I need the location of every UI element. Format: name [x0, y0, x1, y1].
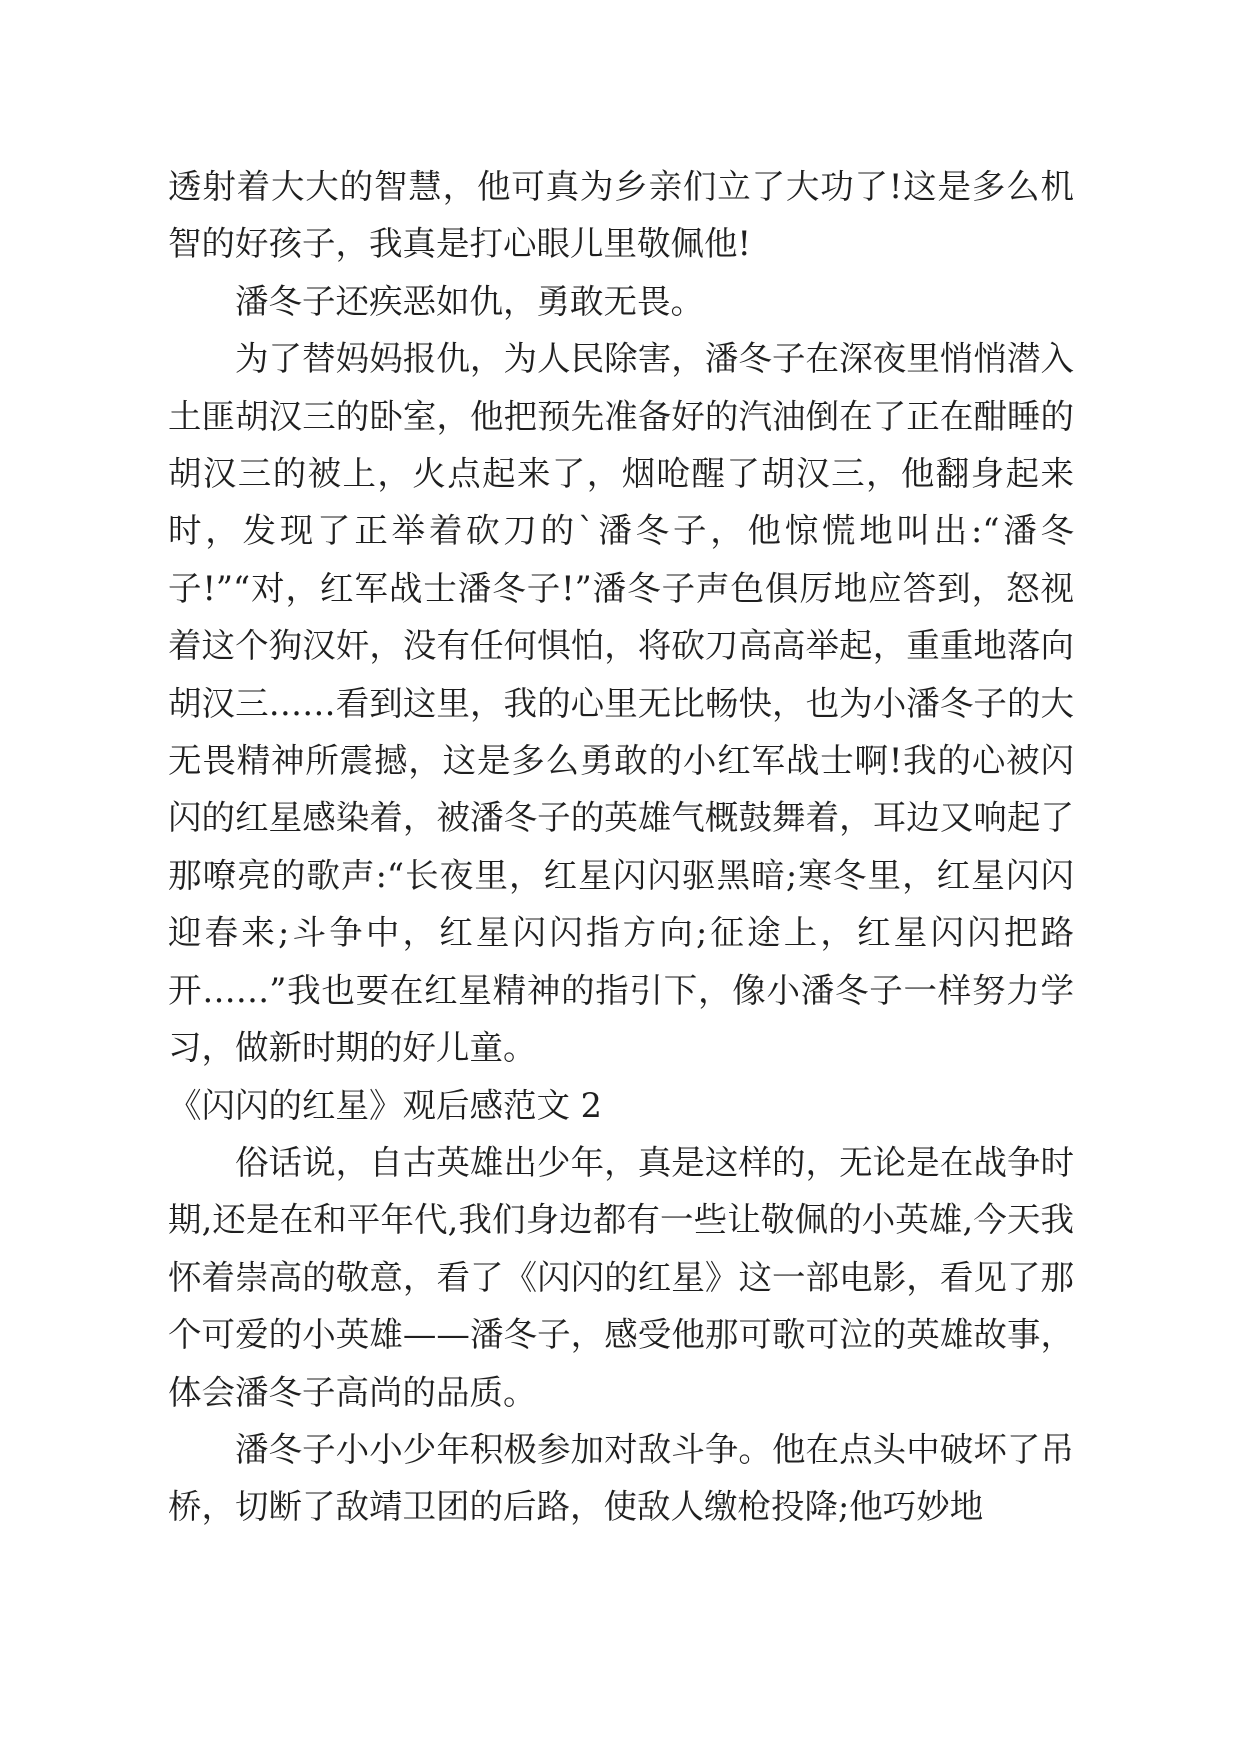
body-paragraph: 潘冬子小小少年积极参加对敌斗争。他在点头中破坏了吊桥，切断了敌靖卫团的后路，使敌人缴枪投降;他巧妙地	[168, 1429, 1074, 1527]
body-paragraph: 俗话说，自古英雄出少年，真是这样的，无论是在战争时期,还是在和平年代,我们身边都有一些让敬佩的小英雄,今天我怀着崇高的敬意，看了《闪闪的红星》这一部电影，看见了那个可爱的小英雄——潘冬子，感受他那可歌可泣的英雄故事，体会潘冬子高尚的品质。	[168, 1142, 1074, 1412]
section-heading: 《闪闪的红星》观后感范文 2	[168, 1085, 602, 1125]
body-paragraph: 潘冬子还疾恶如仇，勇敢无畏。	[235, 281, 704, 321]
body-paragraph: 为了替妈妈报仇，为人民除害，潘冬子在深夜里悄悄潜入土匪胡汉三的卧室，他把预先准备好的汽油倒在了正在酣睡的胡汉三的被上，火点起来了，烟呛醒了胡汉三，他翻身起来时，发现了正举着砍刀的`潘冬子，他惊慌地叫出:“潘冬子!”“对，红军战士潘冬子!”潘冬子声色俱厉地应答到，怒视着这个狗汉奸，没有任何惧怕，将砍刀高高举起，重重地落向胡汉三……看到这里，我的心里无比畅快，也为小潘冬子的大无畏精神所震撼，这是多么勇敢的小红军战士啊!我的心被闪闪的红星感染着，被潘冬子的英雄气概鼓舞着，耳边又响起了那嘹亮的歌声:“长夜里，红星闪闪驱黑暗;寒冬里，红星闪闪迎春来;斗争中，红星闪闪指方向;征途上，红星闪闪把路开……”我也要在红星精神的指引下，像小潘冬子一样努力学习，做新时期的好儿童。	[168, 339, 1074, 1068]
body-paragraph-continuation: 透射着大大的智慧，他可真为乡亲们立了大功了!这是多么机智的好孩子，我真是打心眼儿里敬佩他!	[168, 167, 1074, 264]
essay-body	[168, 158, 1074, 1536]
